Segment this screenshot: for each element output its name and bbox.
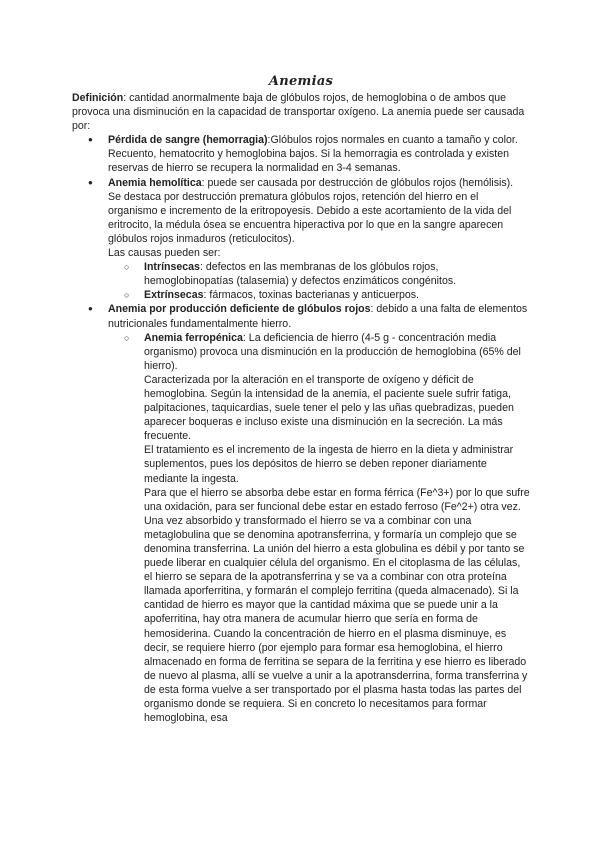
sub-list — [108, 331, 530, 726]
item-paragraph: Se destaca por destrucción prematura glóbulos rojos, retención del hierro en el organismo e incremento de la eritropoyesis. Debido a este acortamiento de la vida del eritrocito, la médula ósea se encuentra hiperactiva por lo que en la sangre aparecen glóbulos rojos inmaduros (reticulocitos). — [108, 190, 512, 245]
sub-item-label: Anemia ferropénica — [144, 331, 243, 344]
sub-item-label: Intrínsecas — [144, 261, 200, 274]
list-item-produccion-deficiente — [72, 302, 530, 725]
item-label: Anemia hemolítica — [108, 176, 202, 189]
item-text: :Glóbulos rojos normales en cuanto a tamaño y color. Recuento, hematocrito y hemoglobina bajos. Si la hemorragia es controlada y existen reservas de hierro se recupera la normalidad en 3-4 semanas. — [108, 134, 518, 175]
item-text: : debido a una falta de elementos nutricionales fundamentalmente hierro. — [108, 303, 528, 330]
sub-list-item-intrinsecas — [108, 260, 530, 288]
sub-list — [108, 260, 530, 302]
sub-item-text: : defectos en las membranas de los glóbulos rojos, hemoglobinopatías (talasemia) y defectos enzimáticos congénitos. — [144, 261, 457, 288]
item-text: : puede ser causada por destrucción de glóbulos rojos (hemólisis). — [201, 176, 514, 189]
item-label: Anemia por producción deficiente de glóbulos rojos — [108, 303, 371, 316]
sub-list-item-ferropenica — [108, 331, 530, 726]
sub-list-item-extrinsecas — [108, 288, 530, 302]
causes-list — [72, 133, 530, 725]
definition-label: Definición — [72, 92, 124, 104]
sub-item-paragraph: Para que el hierro se absorba debe estar en forma férrica (Fe^3+) por lo que sufre una oxidación, para ser funcional debe estar en estado ferroso (Fe^2+) otra vez. Una vez absorbido y transformado el hierro se va a combinar con una metaglobulina que se denomina apotransferrina, y formaría un complejo que se denomina transferrina. La unión del hierro a esta globulina es débil y por tanto se puede liberar en cualquier célula del organismo. En el citoplasma de las células, el hierro se separa de la apotransferrina y se va a combinar con otra proteína llamada aporferritina, y formarán el complejo ferritina (queda almacenado). Si la cantidad de hierro es mayor que la cantidad máxima que se puede unir a la apoferritina, hay otra manera de acumular hierro que sería en forma de hemosiderina. Cuando la concentración de hierro en el plasma disminuye, es decir, se requiere hierro (por ejemplo para formar esa hemoglobina, el hierro almacenado en forma de ferritina se separa de la ferritina y ese hierro es liberado de nuevo al plasma, allí se vuelve a unir a la apotransderrina, forma transferrina y de esta forma vuelve a ser transportado por el plasma hasta todas las partes del organismo donde se requiera. Si en concreto lo necesitamos para formar hemoglobina, esa — [144, 486, 530, 725]
list-item-hemolitica — [72, 176, 530, 303]
sub-item-paragraph: Caracterizada por la alteración en el transporte de oxígeno y déficit de hemoglobina. Según la intensidad de la anemia, el paciente suele sufrir fatiga, palpitaciones, taquicardias, suele tener el pelo y las uñas quebradizas, pueden aparecer boqueras e incluso existe una disminución en la secreción. La más frecuente. — [144, 373, 514, 443]
document-title: Anemias — [268, 74, 334, 89]
sub-item-paragraph: El tratamiento es el incremento de la ingesta de hierro en la dieta y administrar suplementos, pues los depósitos de hierro se deben reponer diariamente mediante la ingesta. — [144, 444, 514, 485]
definition-text: : cantidad anormalmente baja de glóbulos rojos, de hemoglobina o de ambos que provoca una disminución en la capacidad de transportar oxígeno. La anemia puede ser causada por: — [72, 92, 525, 133]
item-paragraph: Las causas pueden ser: — [108, 247, 221, 260]
sub-item-text: : La deficiencia de hierro (4-5 g - concentración media organismo) provoca una disminución en la producción de hemoglobina (65% del hierro). — [144, 331, 521, 372]
sub-item-label: Extrínsecas — [144, 289, 204, 302]
list-item-hemorragia — [72, 133, 530, 175]
item-label: Pérdida de sangre (hemorragia) — [108, 134, 268, 147]
document-page — [72, 74, 530, 725]
sub-item-text: : fármacos, toxinas bacterianas y anticuerpos. — [203, 289, 419, 302]
definition-paragraph — [72, 91, 530, 133]
